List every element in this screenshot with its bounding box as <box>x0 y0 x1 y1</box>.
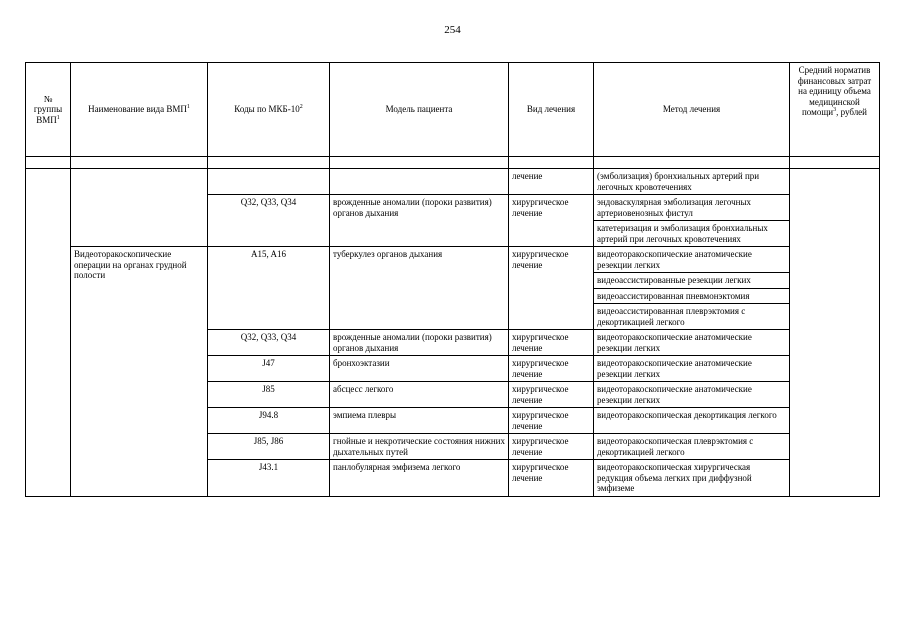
header-spacer-row <box>26 157 880 169</box>
average-cost-cell <box>790 169 880 497</box>
page-number: 254 <box>444 24 461 36</box>
method-cell: катетеризация и эмболизация бронхиальных артерий при легочных кровотечениях <box>594 221 790 247</box>
codes-cell: Q32, Q33, Q34 <box>208 330 330 356</box>
vmp-name-cell <box>71 169 208 247</box>
patient-model-cell: бронхоэктазии <box>330 356 509 382</box>
treatment-type-cell: хирургическое лечение <box>509 460 594 497</box>
treatment-type-cell: хирургическое лечение <box>509 247 594 330</box>
method-cell: видеоторакоскопические анатомические резекции легких <box>594 382 790 408</box>
header-group-number: № группы ВМП$^1$ <box>26 63 71 157</box>
method-cell: видеоторакоскопическая хирургическая редукция объема легких при диффузной эмфиземе <box>594 460 790 497</box>
header-vmp-name: Наименование вида ВМП$^1$ <box>71 63 208 157</box>
table-row <box>26 169 880 195</box>
treatment-type-cell: хирургическое лечение <box>509 330 594 356</box>
method-cell: видеоторакоскопические анатомические резекции легких <box>594 330 790 356</box>
treatment-type-cell: хирургическое лечение <box>509 356 594 382</box>
vmp-name-cell: Видеоторакоскопические операции на органах грудной полости <box>71 247 208 497</box>
patient-model-cell: панлобулярная эмфизема легкого <box>330 460 509 497</box>
group-number-cell <box>26 169 71 497</box>
codes-cell: Q32, Q33, Q34 <box>208 195 330 247</box>
header-treatment-type: Вид лечения <box>509 63 594 157</box>
method-cell: эндоваскулярная эмболизация легочных артериовенозных фистул <box>594 195 790 221</box>
codes-cell: J85, J86 <box>208 434 330 460</box>
codes-cell <box>208 169 330 195</box>
treatment-type-cell: хирургическое лечение <box>509 195 594 247</box>
method-cell: видеоторакоскопические анатомические резекции легких <box>594 356 790 382</box>
header-average-cost: Средний норматив финансовых затрат на единицу объема медицинской помощи$^3$, рублей <box>790 63 880 157</box>
method-cell: (эмболизация) бронхиальных артерий при легочных кровотечениях <box>594 169 790 195</box>
method-cell: видеоассистированная плеврэктомия с декортикацией легкого <box>594 304 790 330</box>
codes-cell: J85 <box>208 382 330 408</box>
treatment-type-cell: хирургическое лечение <box>509 434 594 460</box>
patient-model-cell: врожденные аномалии (пороки развития) органов дыхания <box>330 330 509 356</box>
table-row <box>26 247 880 273</box>
patient-model-cell: туберкулез органов дыхания <box>330 247 509 330</box>
codes-cell: A15, A16 <box>208 247 330 330</box>
method-cell: видеоторакоскопические анатомические резекции легких <box>594 247 790 273</box>
method-cell: видеоассистированные резекции легких <box>594 273 790 289</box>
treatment-type-cell: хирургическое лечение <box>509 408 594 434</box>
header-icd-codes: Коды по МКБ-$10^2$ <box>208 63 330 157</box>
method-cell: видеоторакоскопическая плеврэктомия с декортикацией легкого <box>594 434 790 460</box>
table-header-row <box>26 63 880 157</box>
header-treatment-method: Метод лечения <box>594 63 790 157</box>
codes-cell: J47 <box>208 356 330 382</box>
patient-model-cell: гнойные и некротические состояния нижних дыхательных путей <box>330 434 509 460</box>
patient-model-cell: врожденные аномалии (пороки развития) органов дыхания <box>330 195 509 247</box>
method-cell: видеоассистированная пневмонэктомия <box>594 288 790 304</box>
codes-cell: J94.8 <box>208 408 330 434</box>
treatment-type-cell: лечение <box>509 169 594 195</box>
treatment-type-cell: хирургическое лечение <box>509 382 594 408</box>
patient-model-cell: эмпиема плевры <box>330 408 509 434</box>
header-patient-model: Модель пациента <box>330 63 509 157</box>
patient-model-cell: абсцесс легкого <box>330 382 509 408</box>
patient-model-cell <box>330 169 509 195</box>
codes-cell: J43.1 <box>208 460 330 497</box>
method-cell: видеоторакоскопическая декортикация легкого <box>594 408 790 434</box>
vmp-table <box>25 62 880 497</box>
